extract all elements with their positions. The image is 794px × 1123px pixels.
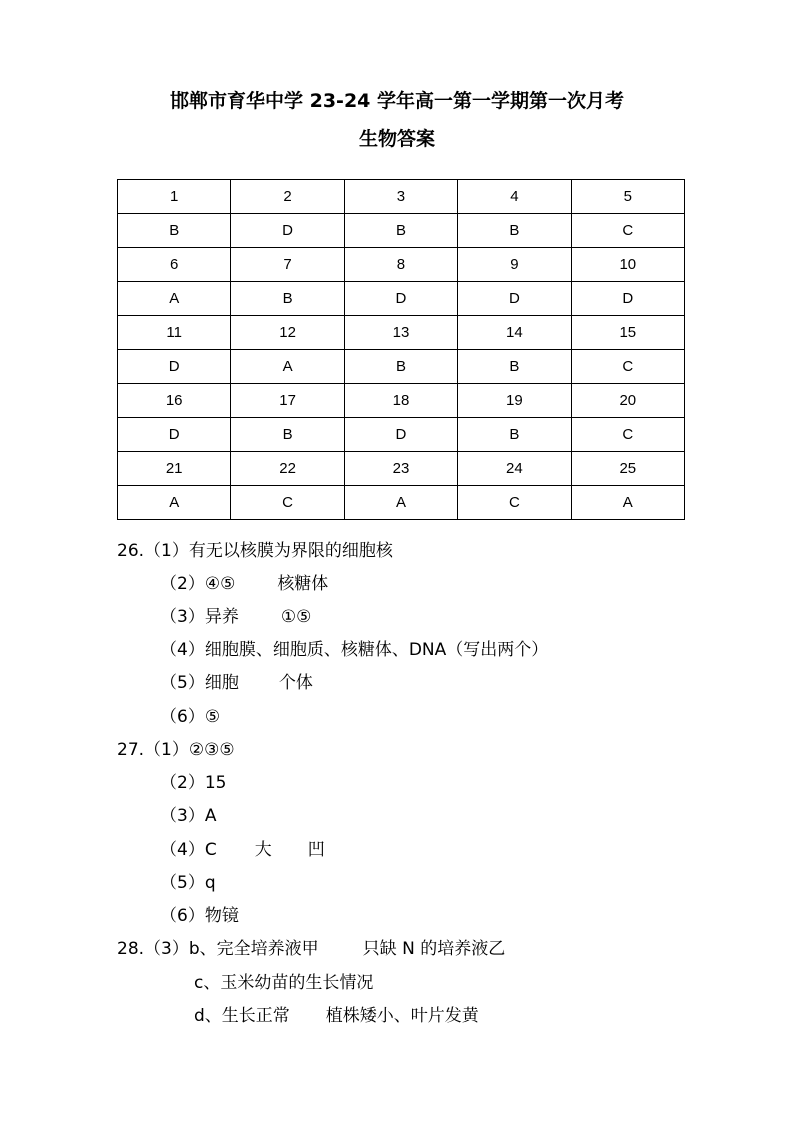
question-number-cell: 15 (571, 316, 684, 350)
answer-cell: D (118, 418, 231, 452)
answer-cell: B (458, 214, 571, 248)
question-number-cell: 23 (344, 452, 457, 486)
q26-p1-text: 有无以核膜为界限的细胞核 (188, 541, 393, 561)
answer-cell: B (231, 418, 344, 452)
q27-p4-answer-b: 大 (254, 840, 272, 860)
q26-p3-answer-a: 异养 (204, 607, 239, 627)
answer-cell: A (118, 486, 231, 520)
q27-p1-label: （1） (144, 740, 189, 760)
q27-p4-answer-a: C (204, 840, 217, 860)
question-number-row (118, 316, 685, 350)
q26-p4-text: 细胞膜、细胞质、核糖体、DNA（写出两个） (204, 640, 549, 660)
q26-p2-answer-b: 核糖体 (277, 574, 329, 594)
question-number-row (118, 384, 685, 418)
q27-p5-label: （5） (160, 873, 205, 893)
q27-part2 (160, 768, 226, 793)
answer-cell: D (571, 282, 684, 316)
q28-p3-label: （3） (144, 939, 189, 959)
q27-p1-text: ②③⑤ (188, 740, 235, 760)
q26-number: 26. (117, 541, 145, 561)
answer-cell: D (118, 350, 231, 384)
q27-p2-label: （2） (160, 773, 205, 793)
answer-cell: B (458, 350, 571, 384)
q27-part6 (160, 901, 239, 926)
q28-d-answer-b: 植株矮小、叶片发黄 (325, 1006, 479, 1026)
page-title: 邯郸市育华中学 23-24 学年高一第一学期第一次月考 (170, 90, 624, 112)
q28-part-c (194, 968, 373, 993)
q27-p6-label: （6） (160, 906, 205, 926)
question-number-cell: 1 (118, 180, 231, 214)
q28-part3 (117, 934, 505, 959)
q28-d-answer-a: d、生长正常 (194, 1006, 290, 1026)
q28-c-text: c、玉米幼苗的生长情况 (194, 973, 374, 993)
answer-cell: C (571, 214, 684, 248)
answer-cell: D (458, 282, 571, 316)
question-number-cell: 11 (118, 316, 231, 350)
answer-table (117, 179, 685, 520)
answer-cell: C (458, 486, 571, 520)
q26-p5-label: （5） (160, 673, 205, 693)
answer-cell: B (344, 350, 457, 384)
question-number-cell: 14 (458, 316, 571, 350)
q26-part2 (160, 569, 328, 594)
q26-p5-answer-b: 个体 (278, 673, 313, 693)
question-number-cell: 8 (344, 248, 457, 282)
question-number-cell: 5 (571, 180, 684, 214)
q28-p3-answer-b1: b、完全培养液甲 (188, 939, 319, 959)
q27-p4-label: （4） (160, 840, 205, 860)
question-number-row (118, 248, 685, 282)
q26-p6-label: （6） (160, 707, 205, 727)
q27-part1 (117, 735, 235, 760)
q27-part4 (160, 835, 325, 860)
question-number-cell: 17 (231, 384, 344, 418)
question-number-cell: 19 (458, 384, 571, 418)
answer-row (118, 282, 685, 316)
q26-p6-text: ⑤ (204, 707, 221, 727)
q26-part3 (160, 602, 311, 627)
page-subtitle: 生物答案 (358, 128, 435, 150)
q26-part4 (160, 635, 548, 660)
question-number-cell: 2 (231, 180, 344, 214)
question-number-cell: 18 (344, 384, 457, 418)
q27-part5 (160, 868, 216, 893)
q27-p3-text: A (204, 806, 217, 826)
answer-cell: A (344, 486, 457, 520)
question-number-row (118, 180, 685, 214)
q26-p1-label: （1） (144, 541, 189, 561)
q27-p3-label: （3） (160, 806, 205, 826)
q27-p2-text: 15 (204, 773, 227, 793)
q27-number: 27. (117, 740, 145, 760)
q28-number: 28. (117, 939, 145, 959)
question-number-cell: 9 (458, 248, 571, 282)
answer-cell: C (231, 486, 344, 520)
answer-cell: D (344, 282, 457, 316)
question-number-cell: 4 (458, 180, 571, 214)
answer-cell: C (571, 418, 684, 452)
q27-p4-answer-c: 凹 (307, 840, 325, 860)
question-number-cell: 13 (344, 316, 457, 350)
answer-row (118, 418, 685, 452)
question-number-row (118, 452, 685, 486)
question-number-cell: 25 (571, 452, 684, 486)
question-number-cell: 7 (231, 248, 344, 282)
answer-cell: B (118, 214, 231, 248)
q26-p2-label: （2） (160, 574, 205, 594)
answer-row (118, 486, 685, 520)
q26-p4-label: （4） (160, 640, 205, 660)
answer-cell: D (231, 214, 344, 248)
answer-row (118, 350, 685, 384)
answer-cell: B (231, 282, 344, 316)
q28-part-d (194, 1001, 479, 1026)
answer-cell: B (344, 214, 457, 248)
answer-cell: B (458, 418, 571, 452)
question-number-cell: 21 (118, 452, 231, 486)
q26-part1 (117, 536, 393, 561)
q27-p5-text: q (204, 873, 216, 893)
answer-row (118, 214, 685, 248)
answer-cell: A (571, 486, 684, 520)
question-number-cell: 12 (231, 316, 344, 350)
q27-p6-text: 物镜 (204, 906, 239, 926)
q26-p2-answer-a: ④⑤ (204, 574, 236, 594)
question-number-cell: 3 (344, 180, 457, 214)
question-number-cell: 10 (571, 248, 684, 282)
q26-part6 (160, 702, 220, 727)
answer-cell: D (344, 418, 457, 452)
question-number-cell: 24 (458, 452, 571, 486)
q26-p3-label: （3） (160, 607, 205, 627)
answer-cell: A (231, 350, 344, 384)
answer-cell: C (571, 350, 684, 384)
q28-p3-answer-b2: 只缺 N 的培养液乙 (362, 939, 506, 959)
q27-part3 (160, 801, 216, 826)
question-number-cell: 20 (571, 384, 684, 418)
q26-part5 (160, 668, 313, 693)
answer-cell: A (118, 282, 231, 316)
question-number-cell: 16 (118, 384, 231, 418)
question-number-cell: 22 (231, 452, 344, 486)
q26-p3-answer-b: ①⑤ (280, 607, 312, 627)
question-number-cell: 6 (118, 248, 231, 282)
q26-p5-answer-a: 细胞 (204, 673, 239, 693)
